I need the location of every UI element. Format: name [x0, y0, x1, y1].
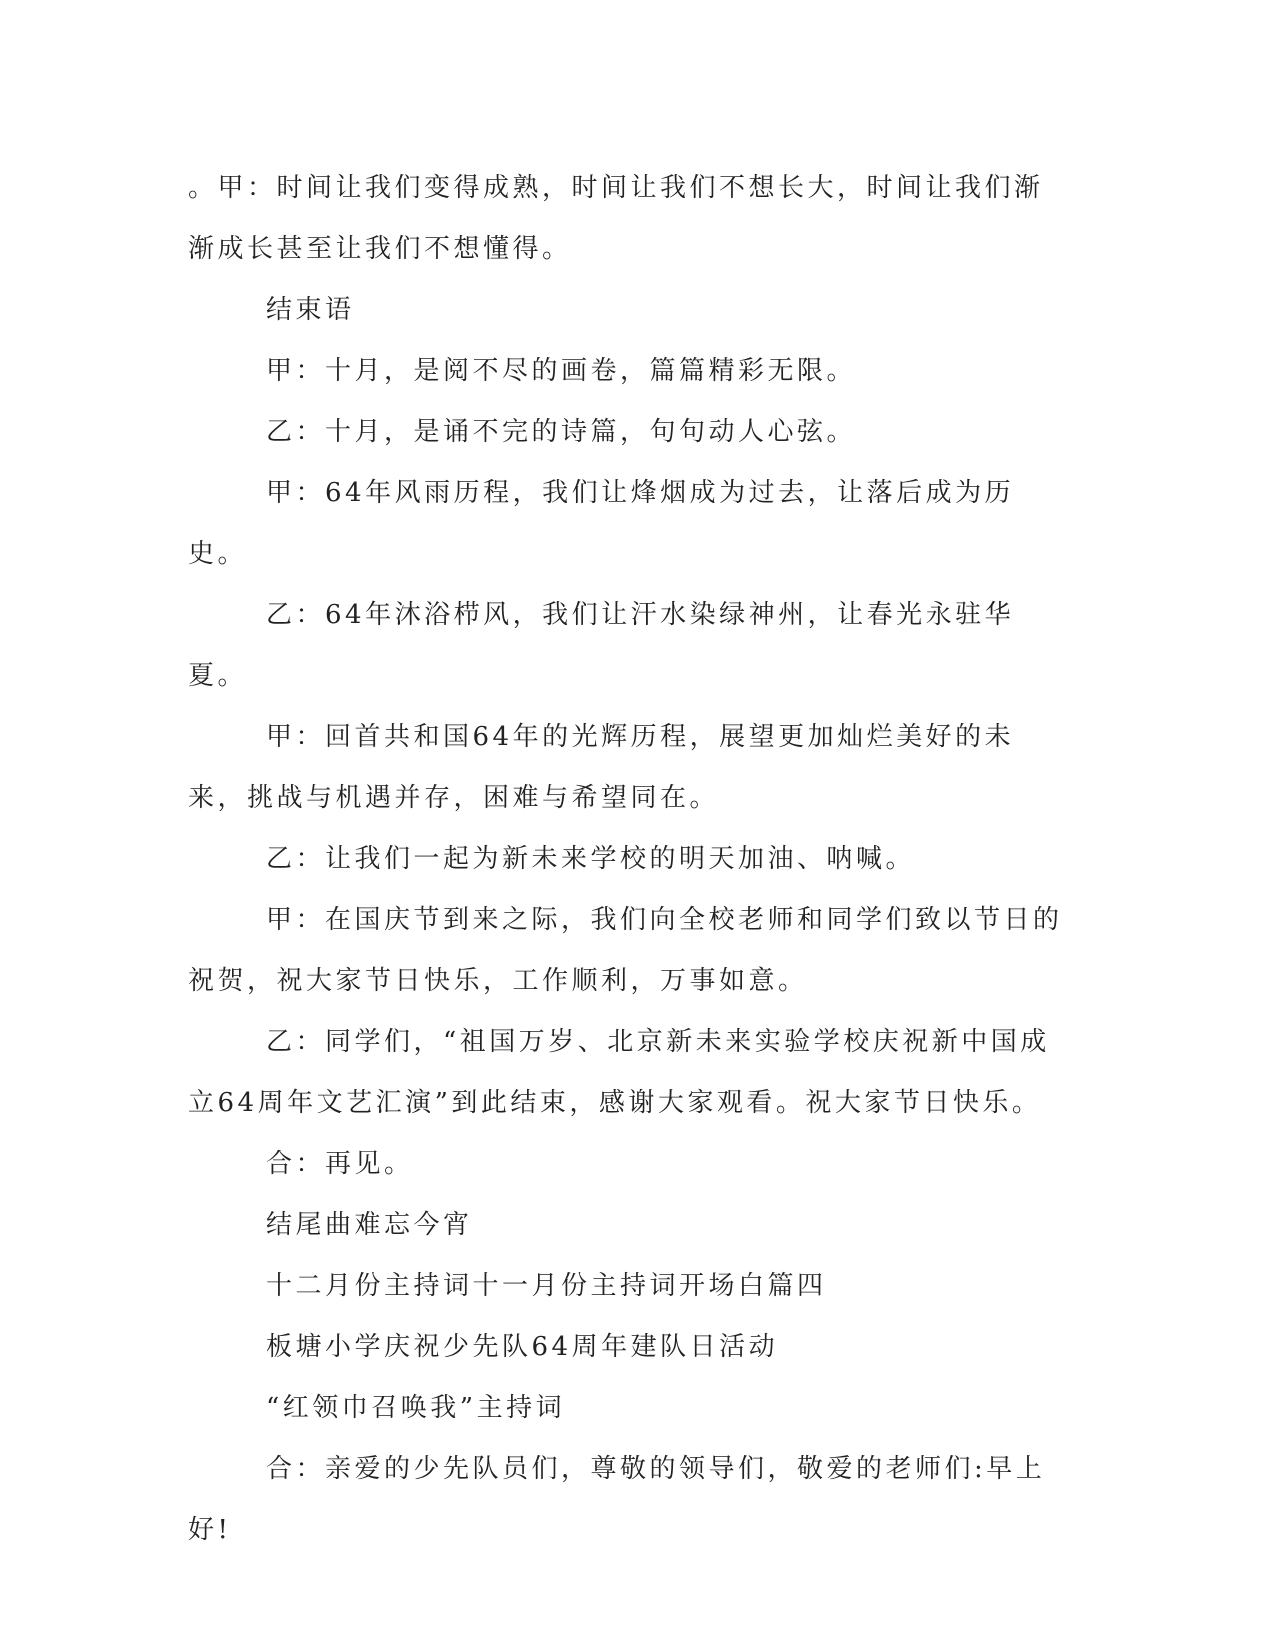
paragraph-line: 合：再见。: [266, 1149, 414, 1179]
document-body: [188, 158, 1068, 1561]
paragraph-line: 甲：64年风雨历程，我们让烽烟成为过去，让落后成为历史。: [188, 478, 1015, 569]
paragraph-line: 甲：回首共和国64年的光辉历程，展望更加灿烂美好的未来，挑战与机遇并存，困难与希望同在。: [188, 722, 1015, 813]
paragraph-line: 结尾曲难忘今宵: [266, 1210, 473, 1240]
paragraph-line: 合：亲爱的少先队员们，尊敬的领导们，敬爱的老师们:早上好!: [188, 1454, 1046, 1545]
paragraph-opening: 。甲：时间让我们变得成熟，时间让我们不想长大，时间让我们渐渐成长甚至让我们不想懂得。: [188, 173, 1044, 264]
paragraph-line: 乙：十月，是诵不完的诗篇，句句动人心弦。: [266, 417, 857, 447]
event-title: 板塘小学庆祝少先队64周年建队日活动: [266, 1332, 779, 1362]
paragraph-line: 甲：在国庆节到来之际，我们向全校老师和同学们致以节日的祝贺，祝大家节日快乐，工作顺利，万事如意。: [188, 905, 1063, 996]
paragraph-line: 甲：十月，是阅不尽的画卷，篇篇精彩无限。: [266, 356, 857, 386]
paragraph-line: 乙：64年沐浴栉风，我们让汗水染绿神州，让春光永驻华夏。: [188, 600, 1015, 691]
heading-closing-remarks: 结束语: [266, 295, 355, 325]
event-subtitle: “红领巾召唤我”主持词: [266, 1393, 566, 1423]
paragraph-line: 乙：同学们，“祖国万岁、北京新未来实验学校庆祝新中国成立64周年文艺汇演”到此结束，感谢大家观看。祝大家节日快乐。: [188, 1027, 1050, 1118]
paragraph-line: 乙：让我们一起为新未来学校的明天加油、呐喊。: [266, 844, 916, 874]
section-title: 十二月份主持词十一月份主持词开场白篇四: [266, 1271, 827, 1301]
